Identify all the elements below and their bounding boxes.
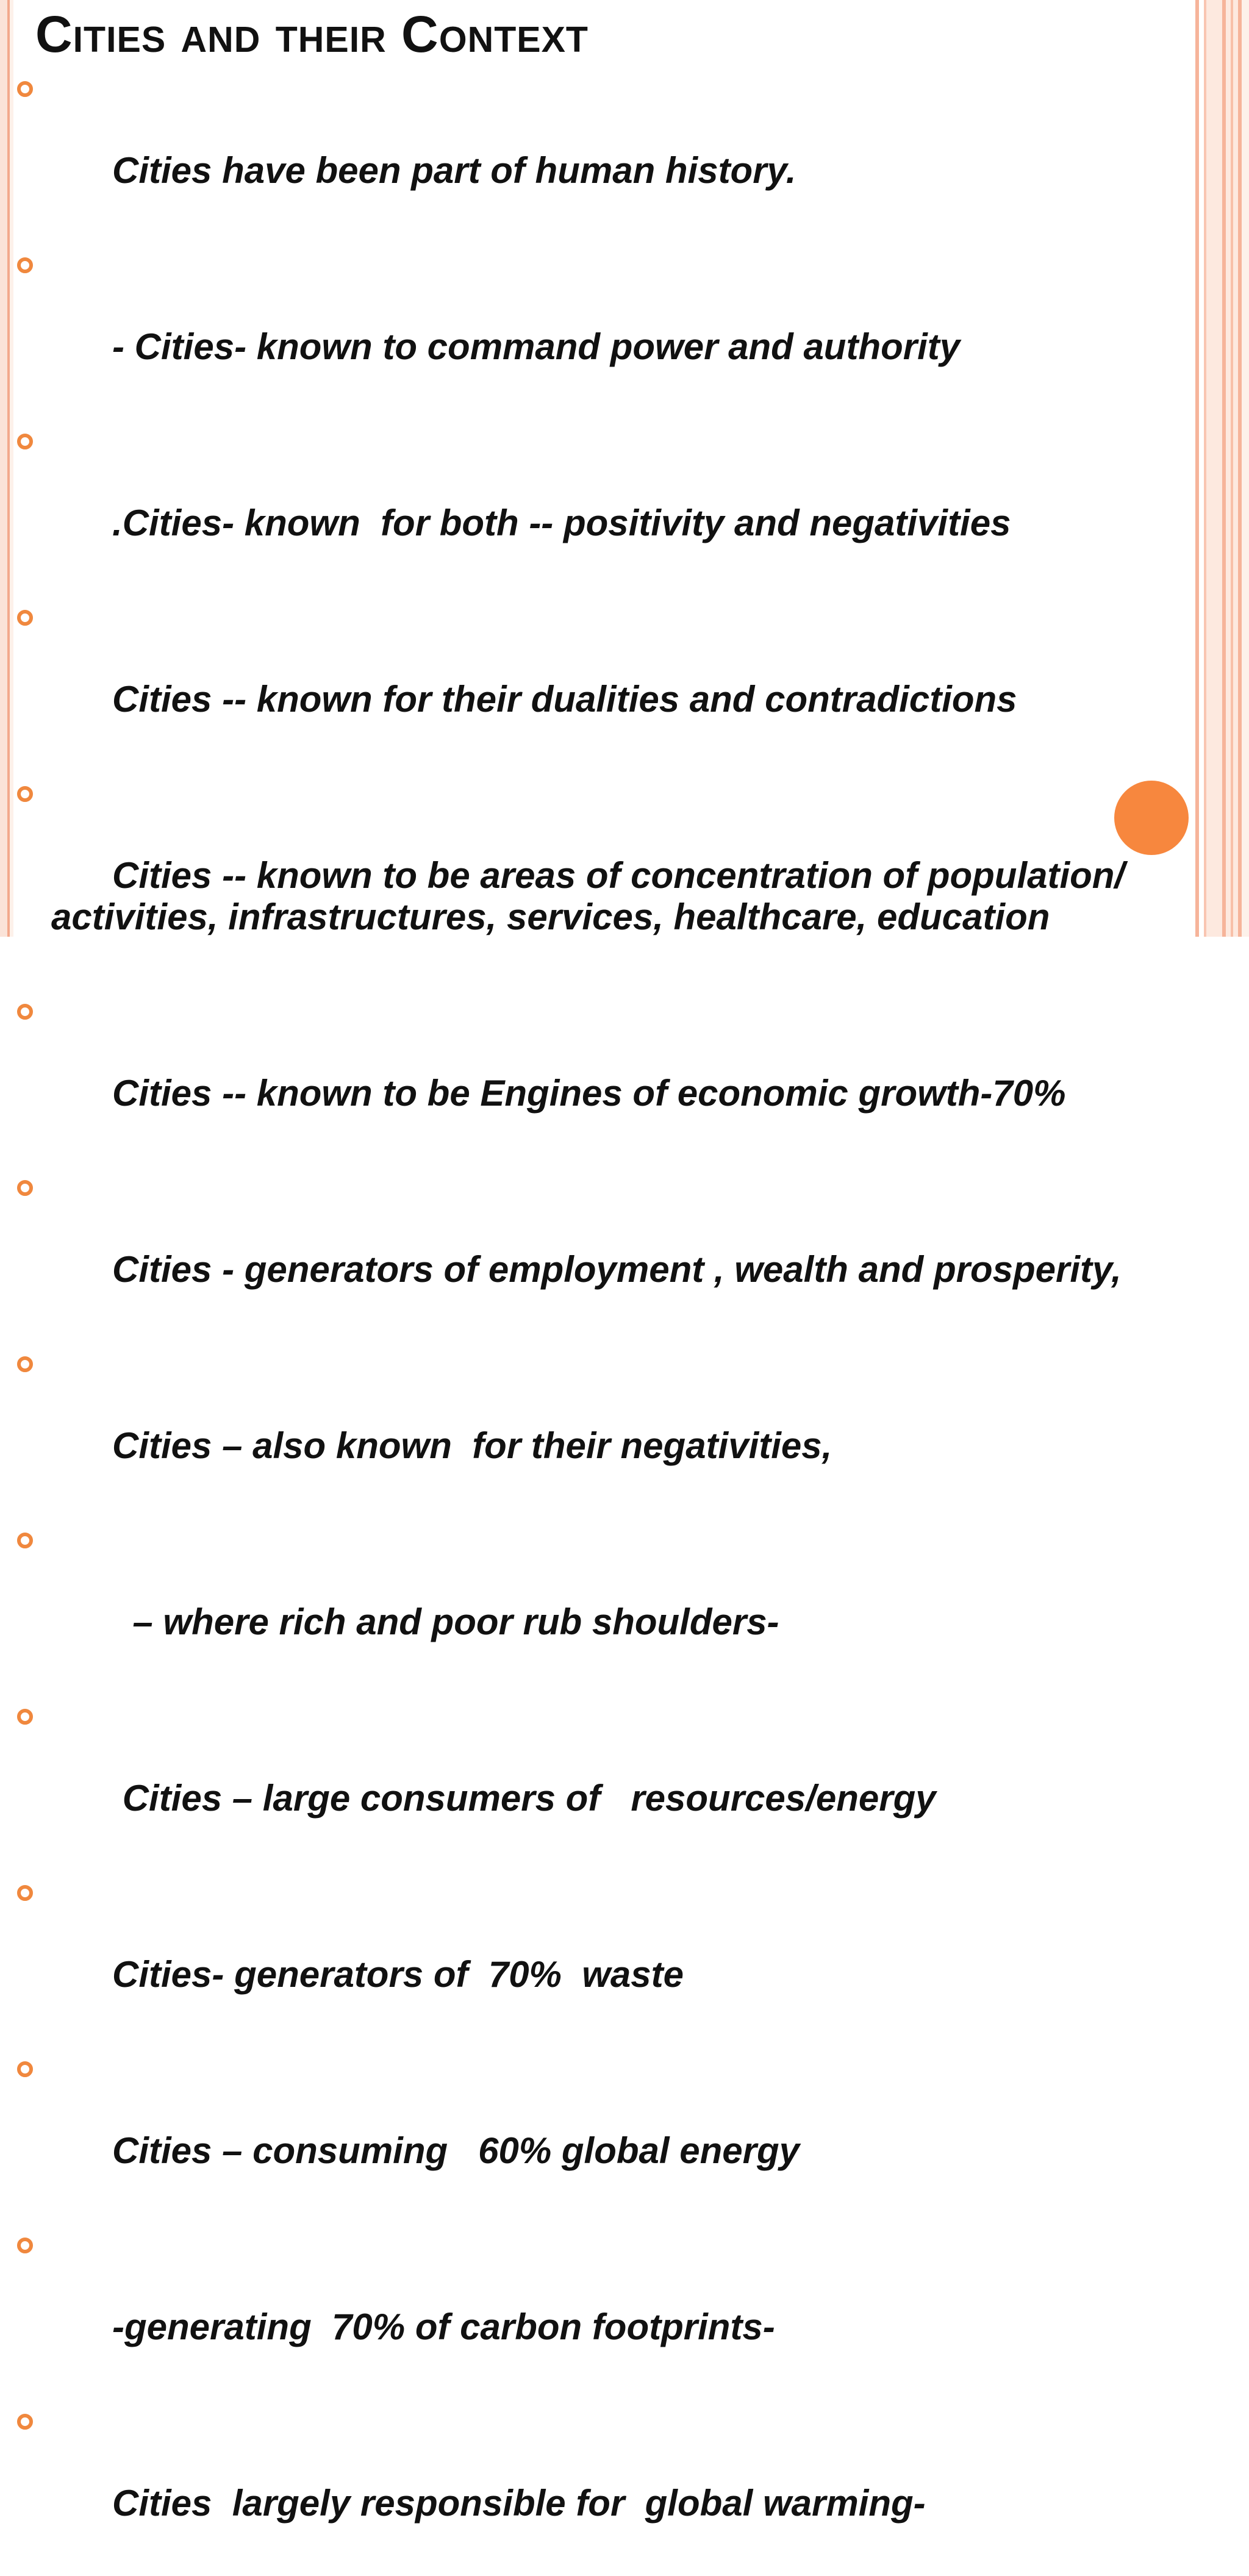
bullet-text: Cities have been part of human history.	[112, 150, 796, 191]
bullet-item	[0, 1342, 1183, 1508]
bullet-item	[0, 772, 1183, 979]
circle-bullet-icon	[17, 1709, 33, 1725]
bullet-item	[0, 2224, 1183, 2389]
right-decorative-border	[1195, 0, 1249, 937]
circle-bullet-icon	[17, 1533, 33, 1548]
bullet-text: Cities- generators of 70% waste	[112, 1954, 684, 1995]
bullet-item	[0, 243, 1183, 409]
bullet-text: - Cities- known to command power and authority	[112, 326, 961, 367]
bullet-text: Cities -- known to be Engines of economic growth-70%	[112, 1073, 1066, 1114]
bullet-item	[0, 2400, 1183, 2566]
bullet-text: Cities – also known for their negativities,	[112, 1425, 832, 1466]
circle-bullet-icon	[17, 2414, 33, 2430]
circle-bullet-icon	[17, 610, 33, 626]
bullet-text: – where rich and poor rub shoulders-	[112, 1601, 779, 1642]
bullet-list	[0, 67, 1183, 2576]
slide-title: Cities and their Context	[35, 5, 589, 63]
circle-bullet-icon	[17, 2061, 33, 2077]
circle-bullet-icon	[17, 1885, 33, 1901]
bullet-item	[0, 67, 1183, 233]
bullet-text: -generating 70% of carbon footprints-	[112, 2306, 775, 2347]
bullet-text: Cities - generators of employment , wealth and prosperity,	[112, 1249, 1122, 1290]
circle-bullet-icon	[17, 1004, 33, 1020]
circle-bullet-icon	[17, 1180, 33, 1196]
bullet-item	[0, 596, 1183, 762]
bullet-text: Cities – consuming 60% global energy	[112, 2130, 800, 2171]
orange-accent-circle	[1114, 781, 1189, 855]
circle-bullet-icon	[17, 1356, 33, 1372]
circle-bullet-icon	[17, 434, 33, 449]
bullet-item	[0, 1166, 1183, 1332]
bullet-text: Cities -- known for their dualities and contradictions	[112, 679, 1017, 720]
bullet-text: Cities -- known to be areas of concentration of population/ activities, infrastructures, services, healthcare, education	[51, 855, 1125, 937]
bullet-item	[0, 1695, 1183, 1861]
bullet-item	[0, 2047, 1183, 2213]
circle-bullet-icon	[17, 786, 33, 802]
bullet-item	[0, 990, 1183, 1156]
bullet-item	[0, 1519, 1183, 1684]
circle-bullet-icon	[17, 2238, 33, 2253]
bullet-item	[0, 1871, 1183, 2037]
circle-bullet-icon	[17, 257, 33, 273]
bullet-text: Cities largely responsible for global warming-	[112, 2483, 926, 2524]
bullet-text: Cities – large consumers of resources/energy	[112, 1778, 936, 1819]
bullet-text: .Cities- known for both -- positivity and negativities	[112, 503, 1011, 543]
circle-bullet-icon	[17, 81, 33, 97]
bullet-item	[0, 420, 1183, 585]
